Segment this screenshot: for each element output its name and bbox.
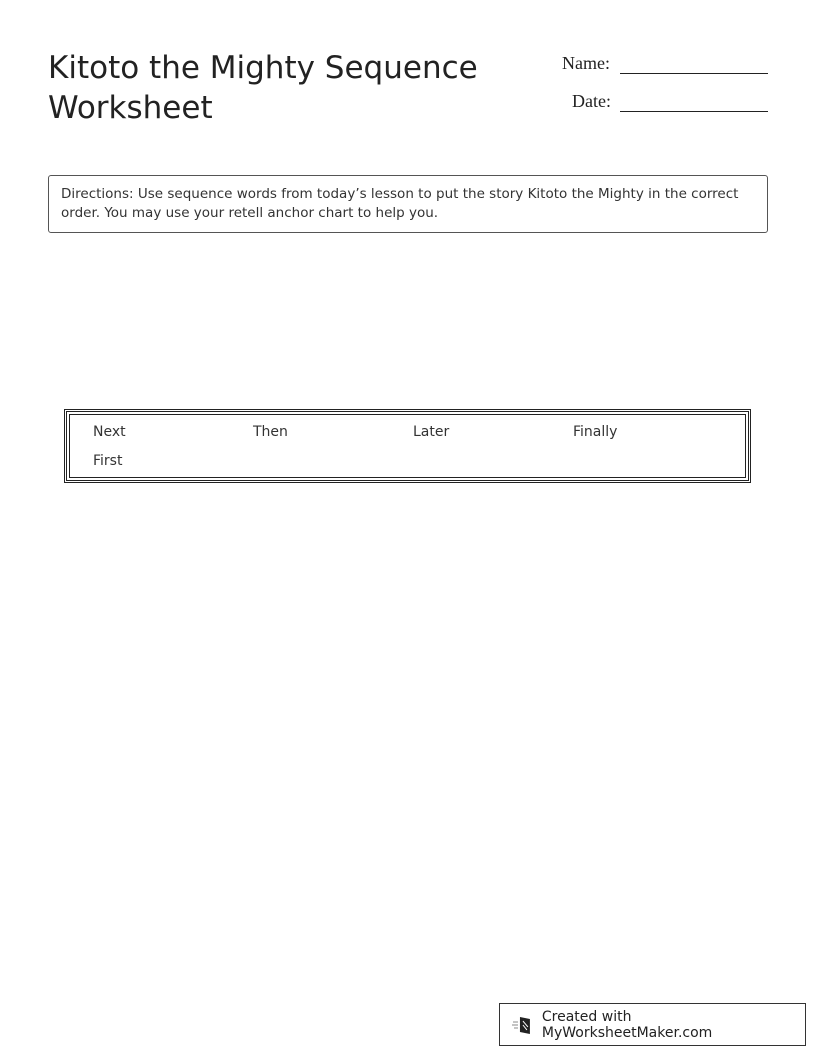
date-label: Date: [572, 91, 611, 111]
page-title: Kitoto the Mighty Sequence Worksheet [48, 50, 478, 126]
footer-text: Created with MyWorksheetMaker.com [541, 1008, 713, 1041]
word-bank-item: Finally [573, 424, 618, 440]
footer-badge[interactable] [499, 1003, 806, 1046]
word-bank-item: Later [413, 424, 450, 440]
date-line [620, 111, 768, 112]
book-logo-icon [512, 1014, 534, 1036]
name-field [562, 53, 610, 74]
name-line [620, 73, 768, 74]
word-bank-item: Then [253, 424, 288, 440]
date-field [572, 91, 611, 112]
word-bank [64, 409, 751, 483]
directions-box: Directions: Use sequence words from today’s lesson to put the story Kitoto the Mighty in the correct order. You may use your retell anchor chart to help you. [48, 175, 768, 233]
word-bank-item: Next [93, 424, 126, 440]
word-bank-item: First [93, 453, 123, 469]
name-label: Name: [562, 53, 610, 73]
